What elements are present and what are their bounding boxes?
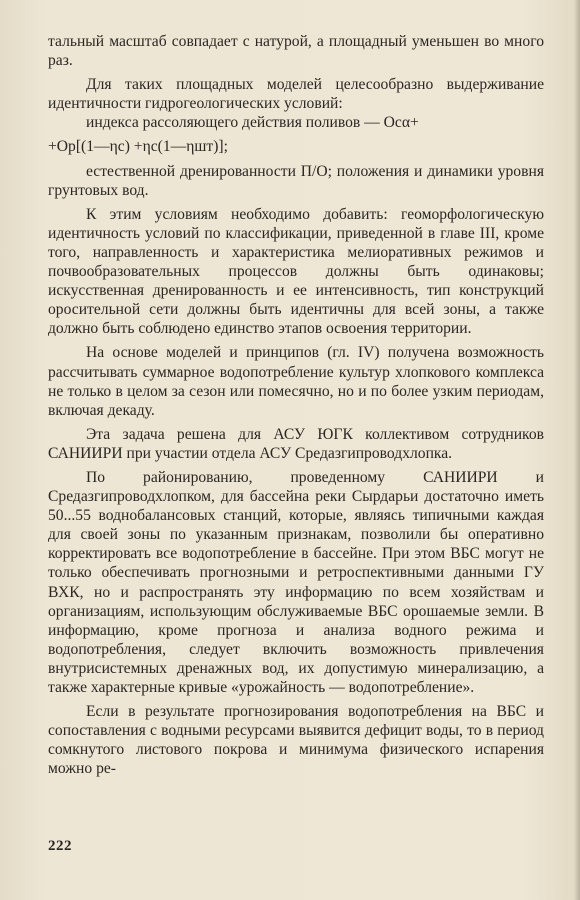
- paragraph: К этим условиям необходимо добавить: геоморфологическую идентичность условий по классификации, приведенной в главе III, кроме того, направленность и характеристика мелиоративных режимов и почвообразовательных процессов должны быть одинаковы; искусственная дренированность и ее интенсивность, тип конструкций оросительной сети должны быть идентичны для всей зоны, а также должно быть соблюдено единство этапов освоения территории.: [48, 205, 544, 338]
- formula-line: индекса рассоляющего действия поливов — Oсα+: [86, 114, 419, 132]
- paragraph: тальный масштаб совпадает с натурой, а площадный уменьшен во много раз.: [48, 33, 544, 70]
- page-number: 222: [48, 838, 72, 854]
- paragraph: На основе моделей и принципов (гл. IV) получена возможность рассчитывать суммарное водопотребление культур хлопкового комплекса не только в целом за сезон или помесячно, но и по более узким периодам, включая декаду.: [48, 344, 544, 419]
- paragraph: По районированию, проведенному САНИИРИ и Средазгипроводхлопком, для бассейна реки Сырдарьи достаточно иметь 50...55 воднобалансовых станций, которые, являясь типичными каждая для своей зоны по указанным признакам, позволили бы оперативно корректировать все водопотребление в бассейне. При этом ВБС могут не только обеспечивать прогнозными и ретроспективными данными ГУ ВХК, но и распространять эту информацию по всем хозяйствам и организациям, использующим обслуживаемые ВБС орошаемые земли. В информацию, кроме прогноза и анализа водного режима и водопотребления, следует включить возможность привлечения внутрисистемных дренажных вод, их допустимую минерализацию, а также характерные кривые «урожайность — водопотребление».: [48, 468, 544, 696]
- formula-line: +Oр[(1—ηс) +ηс(1—ηшт)];: [48, 138, 228, 156]
- body-text: [48, 32, 544, 783]
- paragraph: Для таких площадных моделей целесообразно выдерживание идентичности гидрогеологических условий:: [48, 76, 544, 113]
- paragraph: Если в результате прогнозирования водопотребления на ВБС и сопоставления с водными ресурсами выявится дефицит воды, то в период сомкнутого листового покрова и минимума физического испарения можно ре-: [48, 703, 544, 778]
- paragraph: Эта задача решена для АСУ ЮГК коллективом сотрудников САНИИРИ при участии отдела АСУ Средазгипроводхлопка.: [48, 425, 544, 462]
- page-edge-shadow: [574, 0, 580, 900]
- paragraph: естественной дренированности П/О; положения и динамики уровня грунтовых вод.: [48, 162, 544, 199]
